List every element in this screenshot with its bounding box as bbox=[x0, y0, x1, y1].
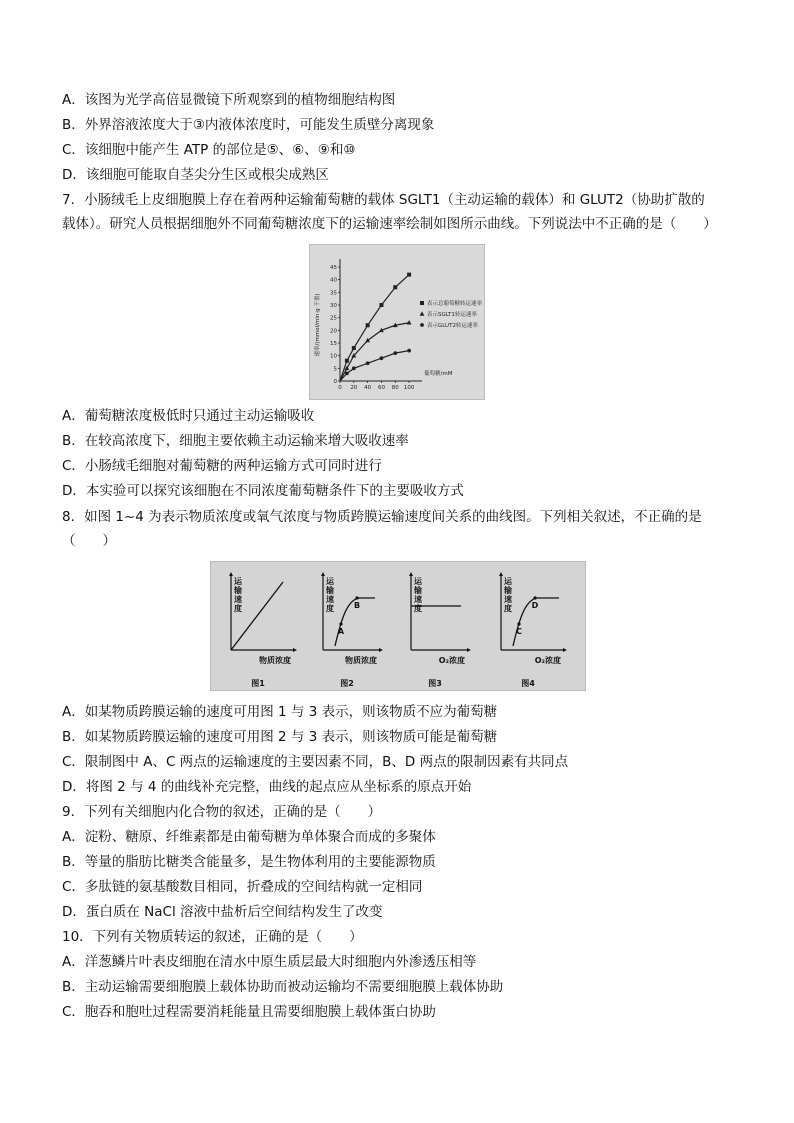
q6-option-a: A．该图为光学高倍显微镜下所观察到的植物细胞结构图 bbox=[62, 92, 396, 108]
panel-y-label-char: 输 bbox=[234, 586, 242, 595]
series-1-point bbox=[366, 323, 370, 327]
panel-y-label-char: 输 bbox=[326, 586, 334, 595]
panel-caption: 图2 bbox=[340, 679, 354, 688]
panel-x-label: O₂浓度 bbox=[534, 656, 561, 665]
panel-point-A bbox=[339, 622, 342, 625]
q7-option-b: B．在较高浓度下，细胞主要依赖主动运输来增大吸收速率 bbox=[62, 433, 409, 449]
panel-3 bbox=[409, 572, 471, 688]
y-tick-label: 0 bbox=[333, 379, 337, 385]
q8-option-a: A．如某物质跨膜运输的速度可用图 1 与 3 表示，则该物质不应为葡萄糖 bbox=[62, 704, 498, 720]
panel-y-label-char: 运 bbox=[326, 577, 334, 586]
series-3-point bbox=[366, 361, 370, 365]
series-1-point bbox=[352, 346, 356, 350]
y-tick-label: 35 bbox=[330, 290, 337, 297]
y-tick-label: 15 bbox=[330, 341, 337, 347]
q9-option-a: A．淀粉、糖原、纤维素都是由葡萄糖为单体聚合而成的多聚体 bbox=[62, 829, 436, 845]
panel-y-label-char: 度 bbox=[414, 604, 422, 613]
q7-option-c: C．小肠绒毛细胞对葡萄糖的两种运输方式可同时进行 bbox=[62, 458, 382, 474]
q7-figure-chart bbox=[309, 244, 485, 400]
series-line-1 bbox=[340, 275, 409, 381]
legend-marker-3 bbox=[420, 323, 424, 327]
panel-point-label: A bbox=[337, 627, 345, 636]
y-tick-label: 20 bbox=[330, 328, 337, 335]
panel-y-arrow bbox=[499, 572, 503, 576]
panel-caption: 图4 bbox=[521, 679, 535, 688]
q9-option-b: B．等量的脂肪比糖类含能量多，是生物体利用的主要能源物质 bbox=[62, 854, 436, 870]
q8-option-c: C．限制图中 A、C 两点的运输速度的主要因素不同，B、D 两点的限制因素有共同点 bbox=[62, 754, 569, 770]
q8-stem-line1: 8．如图 1~4 为表示物质浓度或氧气浓度与物质跨膜运输速度间关系的曲线图。下列相关叙述，不正确的是 bbox=[62, 509, 702, 525]
panel-y-label-char: 度 bbox=[234, 604, 242, 613]
panel-y-label-char: 输 bbox=[414, 586, 422, 595]
x-tick-label: 80 bbox=[391, 385, 399, 391]
x-tick-label: 60 bbox=[377, 385, 385, 391]
panel-x-arrow bbox=[563, 648, 567, 652]
panel-x-label: O₂浓度 bbox=[438, 656, 465, 665]
series-line-2 bbox=[340, 323, 409, 381]
y-tick-label: 25 bbox=[330, 315, 337, 322]
panel-point-label: B bbox=[353, 601, 361, 610]
q8-option-d: D．将图 2 与 4 的曲线补充完整，曲线的起点应从坐标系的原点开始 bbox=[62, 779, 472, 795]
q10-option-b: B．主动运输需要细胞膜上载体协助而被动运输均不需要细胞膜上载体协助 bbox=[62, 979, 504, 995]
q8-figure-panels bbox=[210, 561, 586, 691]
y-tick-label: 40 bbox=[330, 277, 337, 284]
q6-option-b: B．外界溶液浓度大于③内液体浓度时，可能发生质壁分离现象 bbox=[62, 117, 435, 133]
panel-point-label: C bbox=[516, 627, 522, 636]
panel-y-label-char: 速 bbox=[326, 595, 334, 604]
y-axis-label: 速率/(mmol/min·g 干重) bbox=[315, 293, 321, 357]
y-tick-label: 30 bbox=[330, 303, 337, 309]
x-tick-label: 0 bbox=[338, 385, 342, 391]
panel-point-C bbox=[517, 622, 520, 625]
panel-y-label-char: 度 bbox=[504, 604, 512, 613]
panel-y-label-char: 速 bbox=[414, 595, 422, 604]
panel-y-label-char: 度 bbox=[326, 604, 334, 613]
q10-option-c: C．胞吞和胞吐过程需要消耗能量且需要细胞膜上载体蛋白协助 bbox=[62, 1004, 436, 1020]
series-1-point bbox=[393, 285, 397, 289]
panel-x-label: 物质浓度 bbox=[345, 656, 377, 665]
panel-y-arrow bbox=[229, 572, 233, 576]
panel-y-label-char: 运 bbox=[414, 577, 422, 586]
panel-y-arrow bbox=[409, 572, 413, 576]
panel-y-arrow bbox=[321, 572, 325, 576]
q9-option-d: D．蛋白质在 NaCl 溶液中盐析后空间结构发生了改变 bbox=[62, 904, 383, 920]
y-tick-label: 5 bbox=[333, 366, 337, 373]
panel-caption: 图3 bbox=[428, 679, 442, 688]
panel-point-D bbox=[533, 596, 536, 599]
q6-option-c: C．该细胞中能产生 ATP 的部位是⑤、⑥、⑨和⑩ bbox=[62, 142, 356, 158]
panel-x-arrow bbox=[379, 648, 383, 652]
q8-option-b: B．如某物质跨膜运输的速度可用图 2 与 3 表示，则该物质可能是葡萄糖 bbox=[62, 729, 498, 745]
panel-point-label: D bbox=[531, 601, 539, 610]
series-3-point bbox=[352, 366, 356, 370]
x-tick-label: 100 bbox=[403, 385, 415, 391]
panel-1 bbox=[229, 572, 297, 688]
q10-stem: 10．下列有关物质转运的叙述，正确的是（ ） bbox=[62, 929, 363, 945]
q7-stem-line2: 载体）。研究人员根据细胞外不同葡萄糖浓度下的运输速率绘制如图所示曲线。下列说法中不正确的是（ ） bbox=[62, 216, 717, 232]
panel-4 bbox=[499, 572, 567, 688]
panel-y-label-char: 运 bbox=[504, 577, 512, 586]
series-3-point bbox=[380, 356, 384, 360]
q7-option-a: A．葡萄糖浓度极低时只通过主动运输吸收 bbox=[62, 408, 315, 424]
q7-option-d: D．本实验可以探究该细胞在不同浓度葡萄糖条件下的主要吸收方式 bbox=[62, 483, 464, 499]
panel-caption: 图1 bbox=[251, 679, 265, 688]
legend-marker-2 bbox=[420, 311, 425, 315]
q9-option-c: C．多肽链的氨基酸数目相同，折叠成的空间结构就一定相同 bbox=[62, 879, 423, 895]
y-tick-label: 10 bbox=[330, 353, 337, 360]
legend-label-3: 表示GLUT2转运速率 bbox=[427, 323, 478, 329]
panel-y-label-char: 输 bbox=[504, 586, 512, 595]
x-tick-label: 20 bbox=[350, 385, 358, 391]
series-3-point bbox=[393, 351, 397, 355]
q8-stem-line2: （ ） bbox=[62, 533, 116, 549]
legend-label-2: 表示SGLT1转运速率 bbox=[427, 312, 477, 318]
series-2-point bbox=[407, 320, 412, 324]
legend-label-1: 表示总葡萄糖转运速率 bbox=[427, 301, 483, 307]
q10-option-a: A．洋葱鳞片叶表皮细胞在清水中原生质层最大时细胞内外渗透压相等 bbox=[62, 954, 477, 970]
series-3-point bbox=[345, 372, 349, 376]
series-1-point bbox=[345, 359, 349, 363]
panel-y-label-char: 速 bbox=[234, 595, 242, 604]
legend-marker-1 bbox=[420, 301, 424, 305]
panel-y-label-char: 速 bbox=[504, 595, 512, 604]
x-axis-label: 葡萄糖/mM bbox=[424, 371, 453, 377]
panel-x-label: 物质浓度 bbox=[259, 656, 291, 665]
x-tick-label: 40 bbox=[364, 385, 372, 391]
y-tick-label: 45 bbox=[330, 265, 337, 271]
q6-option-d: D．该细胞可能取自茎尖分生区或根尖成熟区 bbox=[62, 167, 329, 183]
panel-x-arrow bbox=[467, 648, 471, 652]
series-1-point bbox=[379, 303, 383, 307]
panel-2 bbox=[321, 572, 383, 688]
panel-point-B bbox=[355, 596, 358, 599]
panel-x-arrow bbox=[293, 648, 297, 652]
q7-stem-line1: 7．小肠绒毛上皮细胞膜上存在着两种运输葡萄糖的载体 SGLT1（主动运输的载体）和 GLUT2（协助扩散的 bbox=[62, 192, 705, 208]
q9-stem: 9．下列有关细胞内化合物的叙述，正确的是（ ） bbox=[62, 804, 382, 820]
series-3-point bbox=[407, 349, 411, 353]
panel-y-label-char: 运 bbox=[234, 577, 242, 586]
series-1-point bbox=[407, 273, 411, 277]
